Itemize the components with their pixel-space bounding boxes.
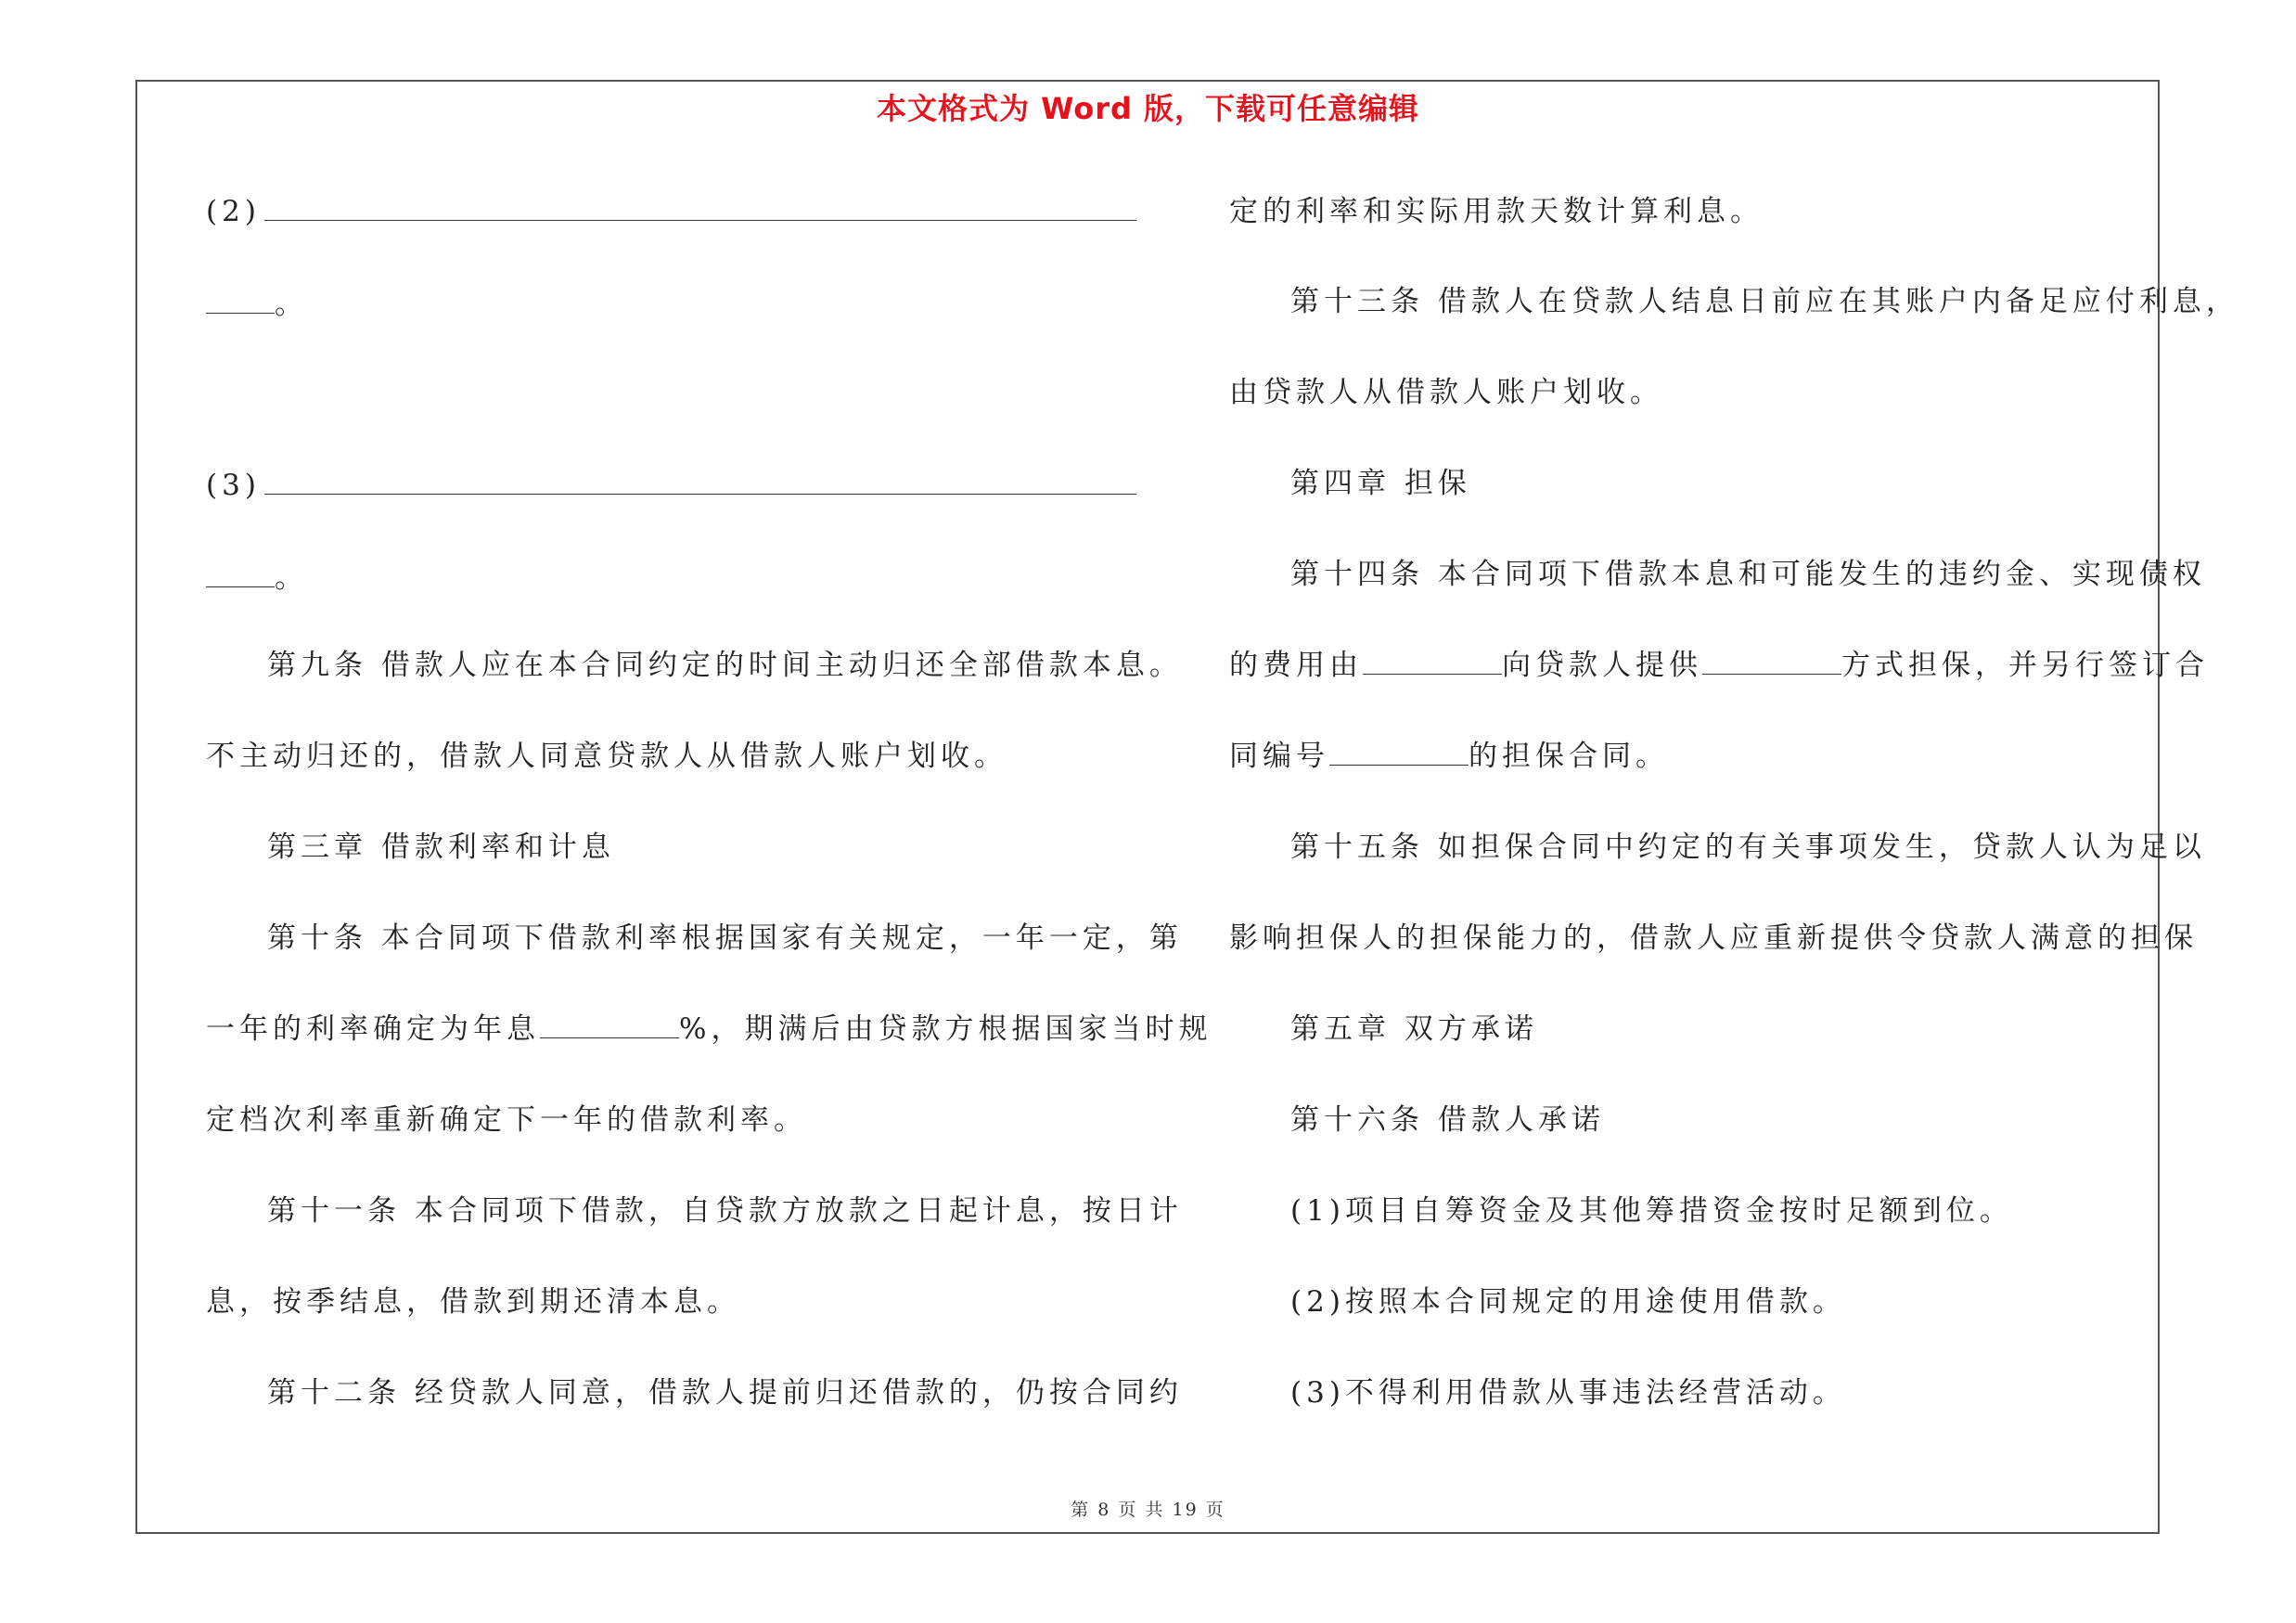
article-11-line-2: 息，按季结息，借款到期还清本息。 [206,1285,740,1319]
commitment-item-3: (3)不得利用借款从事违法经营活动。 [1290,1376,1846,1410]
article-15-line-1: 第十五条 如担保合同中约定的有关事项发生，贷款人认为足以 [1290,831,2206,864]
item-2-period: 。 [275,288,308,321]
article-14-line-2 [1229,647,2209,684]
item-2-fill-end [206,286,308,323]
item-3-fill-end [206,560,308,597]
commitment-item-2: (2)按照本合同规定的用途使用借款。 [1290,1285,1846,1319]
chapter-4-heading: 第四章 担保 [1290,467,1471,500]
article-12-line-2: 定的利率和实际用款天数计算利息。 [1229,195,1764,228]
article-15-line-2: 影响担保人的担保能力的，借款人应重新提供令贷款人满意的担保 [1229,921,2198,955]
item-2-blank [264,200,1136,221]
article-12-line-1: 第十二条 经贷款人同意，借款人提前归还借款的，仍按合同约 [267,1376,1183,1410]
chapter-5-heading: 第五章 双方承诺 [1290,1012,1538,1046]
guarantor-blank [1363,653,1502,675]
chapter-3-heading: 第三章 借款利率和计息 [267,831,615,864]
article-14-text-d: 同编号 [1229,740,1329,773]
item-3-fill-line [206,467,1136,504]
page-number: 第 8 页 共 19 页 [1071,1500,1225,1520]
item-3-label: (3) [206,469,261,502]
article-9-line-1: 第九条 借款人应在本合同约定的时间主动归还全部借款本息。 [267,649,1183,682]
article-14-text-c: 方式担保，并另行签订合 [1841,649,2209,682]
article-10-line-1: 第十条 本合同项下借款利率根据国家有关规定，一年一定，第 [267,921,1183,955]
item-3-period: 。 [275,561,308,595]
article-10-rate-text-end: %，期满后由贷款方根据国家当时规 [679,1012,1212,1046]
contract-number-blank [1329,744,1469,766]
item-3-blank-end [206,566,275,587]
interest-rate-blank [540,1017,679,1038]
article-13-line-2: 由贷款人从借款人账户划收。 [1229,376,1663,409]
item-2-fill-line [206,193,1136,230]
article-14-line-1: 第十四条 本合同项下借款本息和可能发生的违约金、实现债权 [1290,558,2206,591]
guarantee-method-blank [1702,653,1841,675]
commitment-item-1: (1)项目自筹资金及其他筹措资金按时足额到位。 [1290,1194,2013,1228]
article-10-line-3: 定档次利率重新确定下一年的借款利率。 [206,1103,807,1137]
format-notice-banner: 本文格式为 Word 版，下载可任意编辑 [876,91,1420,126]
article-9-line-2: 不主动归还的，借款人同意贷款人从借款人账户划收。 [206,740,1007,773]
article-13-line-1: 第十三条 借款人在贷款人结息日前应在其账户内备足应付利息， [1290,285,2239,318]
article-11-line-1: 第十一条 本合同项下借款，自贷款方放款之日起计息，按日计 [267,1194,1183,1228]
article-14-line-3 [1229,738,1669,775]
item-2-blank-end [206,292,275,314]
article-14-text-b: 向贷款人提供 [1502,649,1702,682]
article-14-text-a: 的费用由 [1229,649,1363,682]
article-14-text-e: 的担保合同。 [1469,740,1669,773]
item-2-label: (2) [206,195,261,228]
article-10-rate-text: 一年的利率确定为年息 [206,1012,540,1046]
article-16-heading: 第十六条 借款人承诺 [1290,1103,1605,1137]
article-10-line-2 [206,1011,1212,1048]
item-3-blank [264,473,1136,495]
